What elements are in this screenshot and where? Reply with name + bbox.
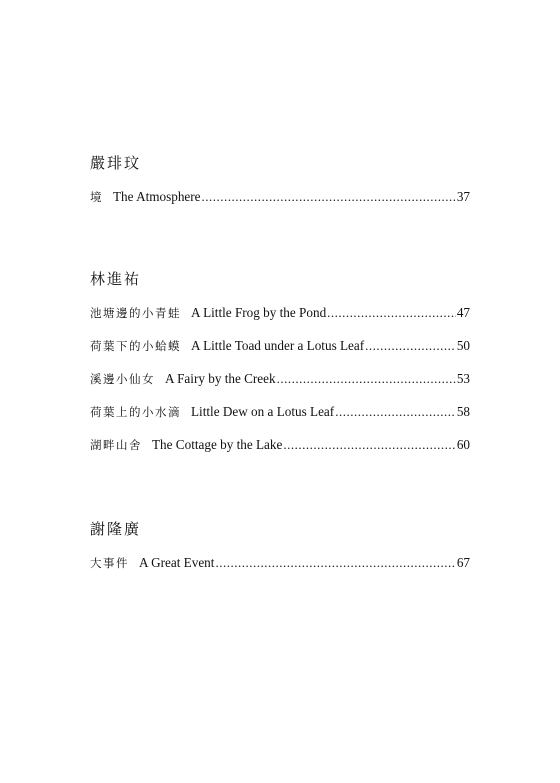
entry-page-number: 50 bbox=[456, 338, 470, 353]
entry-page-number: 58 bbox=[456, 404, 470, 419]
entry-title-chinese: 荷葉上的小水滴 bbox=[90, 405, 181, 419]
toc-entry bbox=[90, 402, 470, 435]
entry-title-english: A Great Event bbox=[139, 555, 215, 570]
entry-title-english: A Little Toad under a Lotus Leaf bbox=[191, 338, 365, 353]
toc-section-3 bbox=[90, 519, 470, 586]
entry-page-number: 47 bbox=[456, 305, 470, 320]
dot-leader bbox=[283, 435, 455, 455]
toc-entry bbox=[90, 303, 470, 336]
entry-title-chinese: 荷葉下的小蛤蟆 bbox=[90, 339, 181, 353]
entry-title-english: Little Dew on a Lotus Leaf bbox=[191, 404, 335, 419]
dot-leader bbox=[202, 187, 456, 207]
entry-title-chinese: 境 bbox=[90, 190, 103, 204]
dot-leader bbox=[215, 553, 455, 573]
entry-title-chinese: 湖畔山舍 bbox=[90, 438, 142, 452]
author-name: 謝隆廣 bbox=[90, 520, 142, 538]
author-name: 林進祐 bbox=[90, 270, 142, 288]
entry-title-english: The Atmosphere bbox=[113, 189, 201, 204]
entry-title-english: The Cottage by the Lake bbox=[152, 437, 283, 452]
dot-leader bbox=[327, 303, 456, 323]
entry-page-number: 67 bbox=[456, 555, 470, 570]
dot-leader bbox=[277, 369, 456, 389]
author-name: 嚴琲玟 bbox=[90, 154, 142, 172]
toc-entry bbox=[90, 369, 470, 402]
dot-leader bbox=[335, 402, 456, 422]
entry-page-number: 37 bbox=[456, 189, 470, 204]
dot-leader bbox=[365, 336, 456, 356]
entry-title-english: A Fairy by the Creek bbox=[165, 371, 276, 386]
entry-title-chinese: 溪邊小仙女 bbox=[90, 372, 155, 386]
entry-page-number: 53 bbox=[456, 371, 470, 386]
toc-entry bbox=[90, 553, 470, 586]
entry-title-chinese: 大事件 bbox=[90, 556, 129, 570]
toc-entry bbox=[90, 187, 470, 220]
toc-section-1 bbox=[90, 153, 470, 220]
entry-page-number: 60 bbox=[456, 437, 470, 452]
entry-title-chinese: 池塘邊的小青蛙 bbox=[90, 306, 181, 320]
toc-entry bbox=[90, 435, 470, 468]
toc-entry bbox=[90, 336, 470, 369]
entry-title-english: A Little Frog by the Pond bbox=[191, 305, 327, 320]
toc-section-2 bbox=[90, 269, 470, 468]
